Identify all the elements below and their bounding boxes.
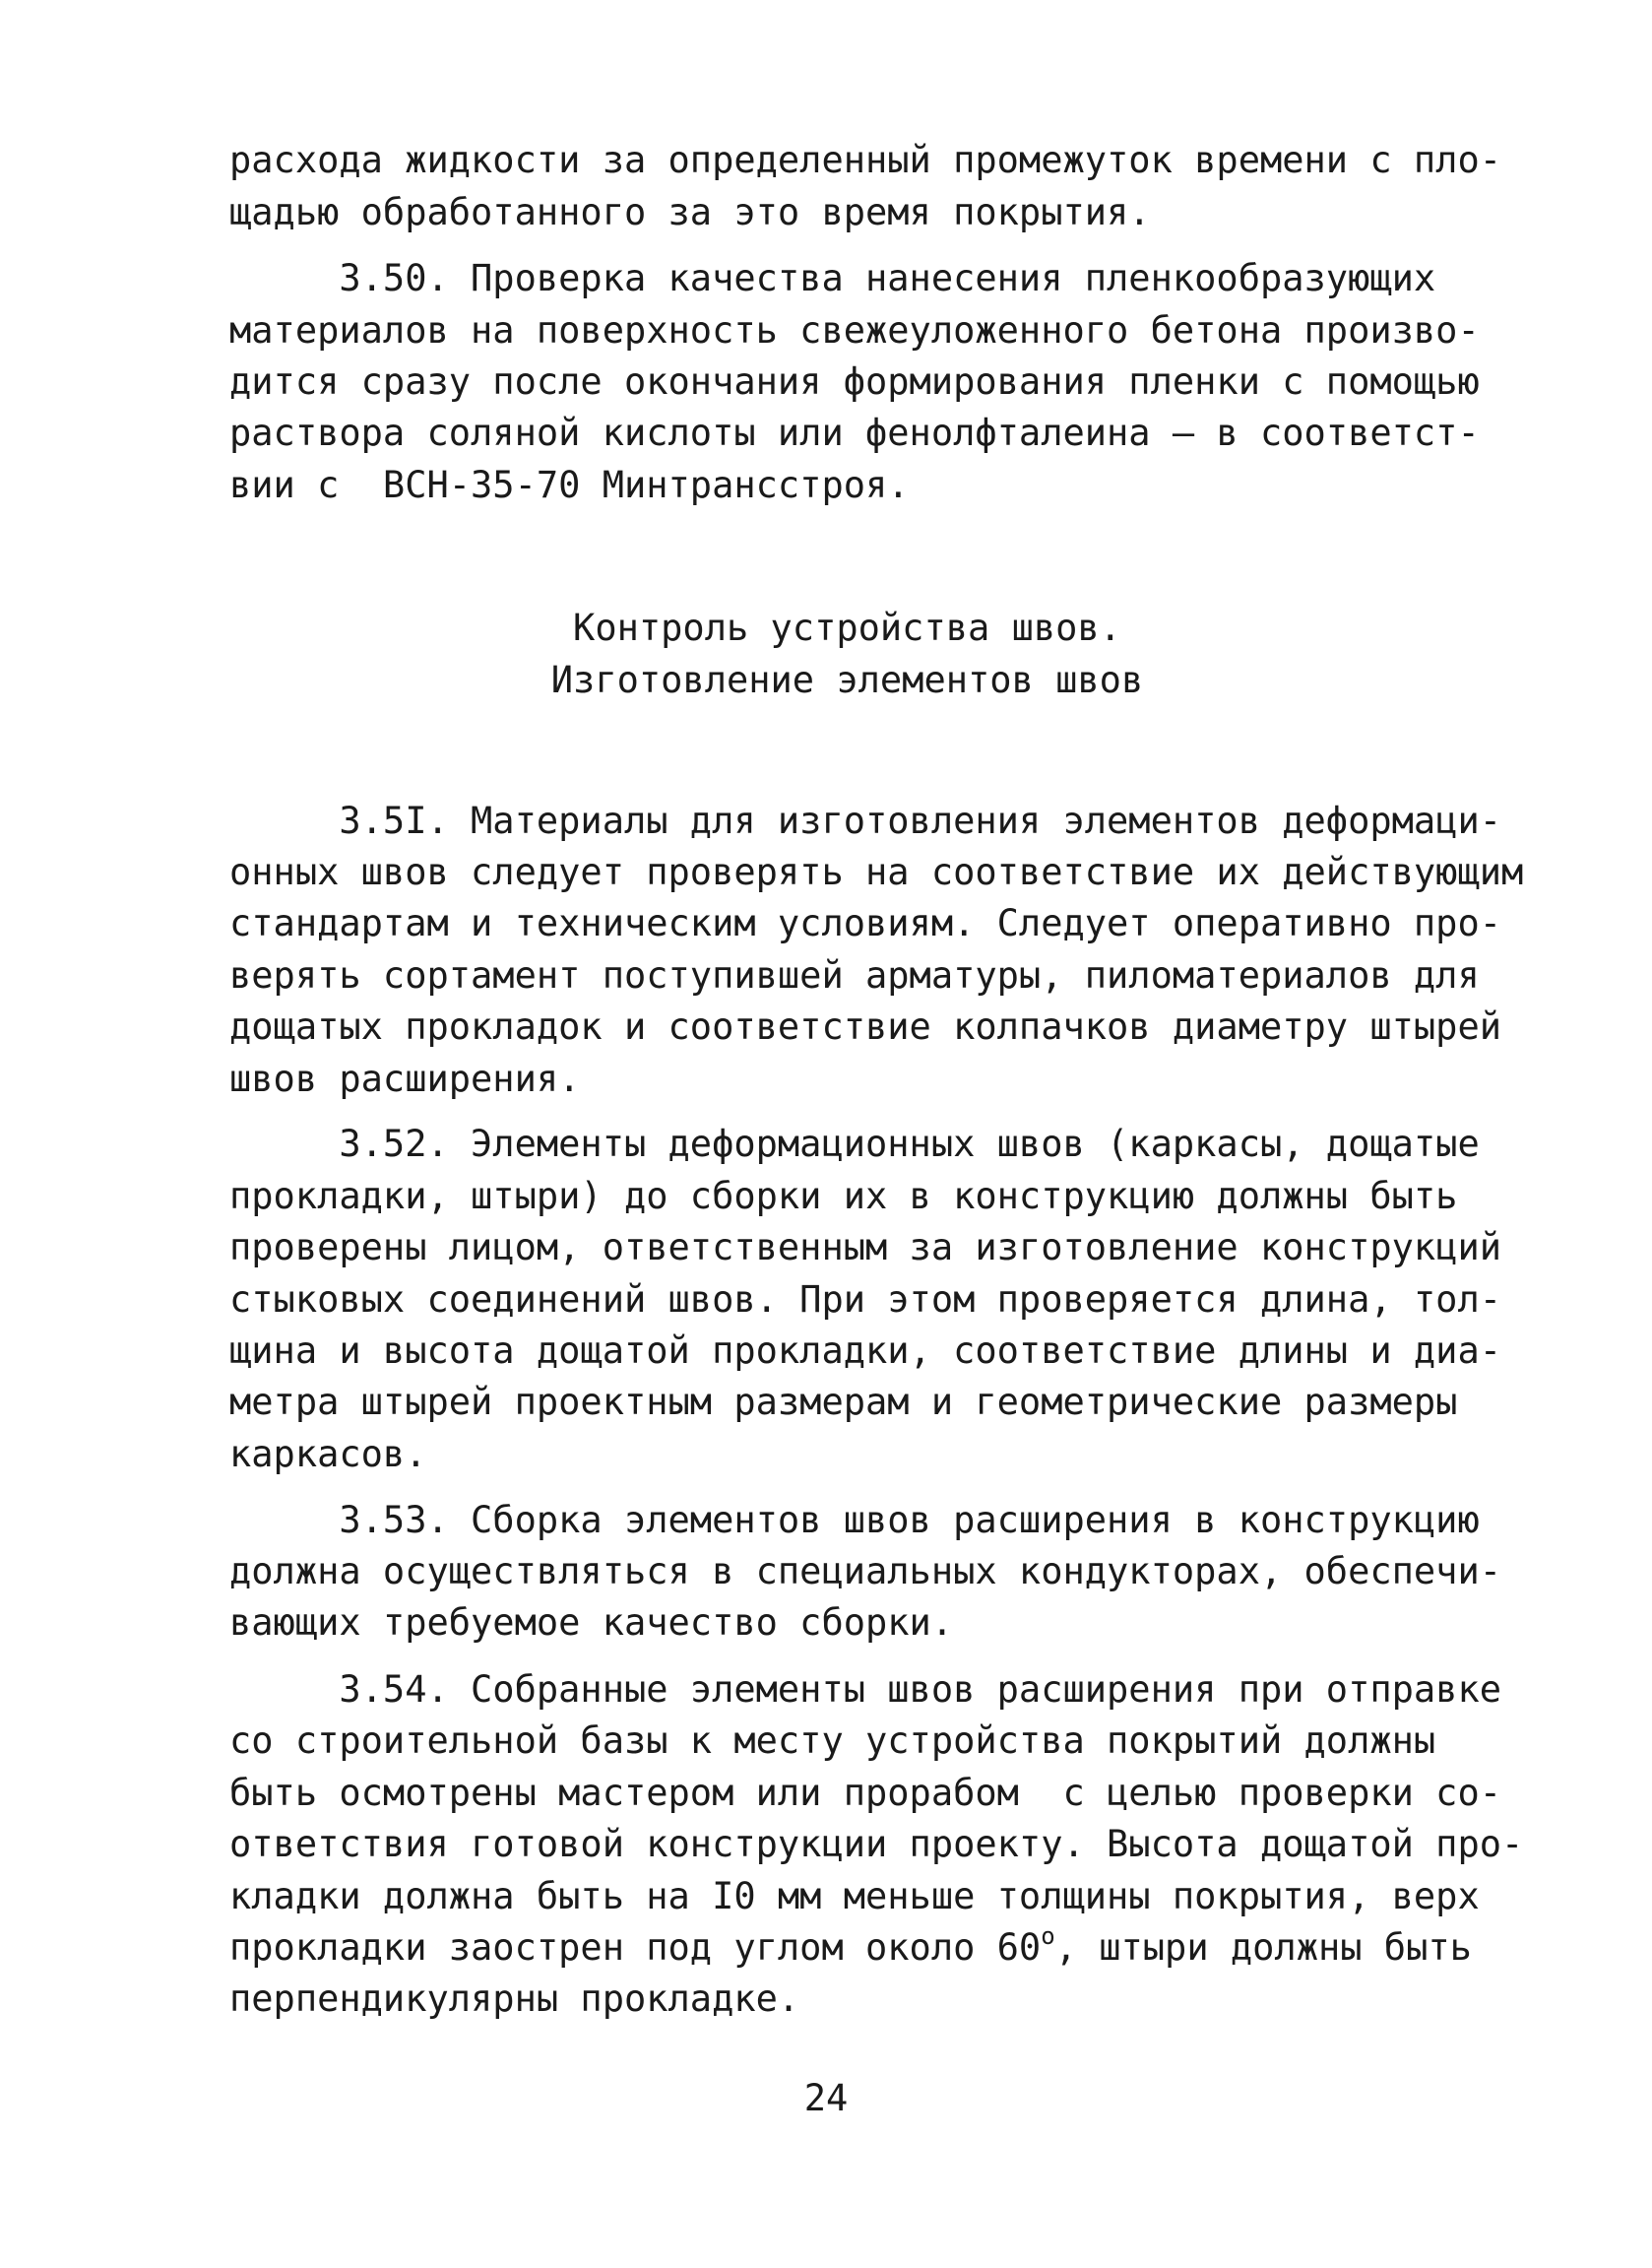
text-line: каркасов. bbox=[229, 1433, 427, 1475]
text-line: метра штырей проектным размерам и геометрические размеры bbox=[229, 1381, 1458, 1423]
text-line: расхода жидкости за определенный промежуток времени с пло- bbox=[229, 139, 1502, 181]
text-segment: прокладки заострен под углом около 60 bbox=[229, 1926, 1042, 1969]
text-line: 3.53. Сборка элементов швов расширения в конструкцию bbox=[229, 1499, 1480, 1541]
text-line: стандартам и техническим условиям. Следует оперативно про- bbox=[229, 902, 1502, 944]
text-line: перпендикулярны прокладке. bbox=[229, 1977, 800, 2020]
section-heading-line-2: Изготовление элементов швов bbox=[550, 659, 1144, 701]
text-line: быть осмотрены мастером или прорабом с целью проверки со- bbox=[229, 1772, 1502, 1814]
text-line: со строительной базы к месту устройства покрытий должны bbox=[229, 1719, 1436, 1762]
text-line: дится сразу после окончания формирования пленки с помощью bbox=[229, 360, 1480, 403]
text-line: 3.52. Элементы деформационных швов (каркасы, дощатые bbox=[229, 1123, 1480, 1165]
text-line: проверены лицом, ответственным за изготовление конструкций bbox=[229, 1226, 1502, 1268]
text-line: вающих требуемое качество сборки. bbox=[229, 1601, 954, 1644]
degree-superscript: о bbox=[1041, 1922, 1055, 1950]
text-line: вии с ВСН-35-70 Минтрансстроя. bbox=[229, 464, 910, 506]
text-line: должна осуществляться в специальных кондукторах, обеспечи- bbox=[229, 1550, 1502, 1592]
text-line: онных швов следует проверять на соответствие их действующим bbox=[229, 851, 1524, 893]
text-line: щадью обработанного за это время покрытия. bbox=[229, 191, 1151, 233]
text-line: материалов на поверхность свежеуложенного бетона произво- bbox=[229, 309, 1480, 352]
text-line: стыковых соединений швов. При этом проверяется длина, тол- bbox=[229, 1278, 1502, 1321]
text-line: щина и высота дощатой прокладки, соответствие длины и диа- bbox=[229, 1329, 1502, 1372]
text-line: дощатых прокладок и соответствие колпачков диаметру штырей bbox=[229, 1005, 1502, 1048]
text-segment: , штыри должны быть bbox=[1054, 1926, 1472, 1969]
text-line: верять сортамент поступившей арматуры, пиломатериалов для bbox=[229, 954, 1480, 997]
page-number: 24 bbox=[803, 2077, 849, 2119]
text-line: 3.50. Проверка качества нанесения пленкообразующих bbox=[229, 257, 1436, 299]
text-line: раствора соляной кислоты или фенолфталеина – в соответст- bbox=[229, 412, 1480, 454]
text-line: прокладки, штыри) до сборки их в конструкцию должны быть bbox=[229, 1175, 1458, 1217]
text-line: 3.5I. Материалы для изготовления элементов деформаци- bbox=[229, 800, 1502, 842]
text-line: кладки должна быть на I0 мм меньше толщины покрытия, верх bbox=[229, 1875, 1480, 1917]
section-heading-line-1: Контроль устройства швов. bbox=[573, 607, 1121, 649]
text-line: ответствия готовой конструкции проекту. Высота дощатой про- bbox=[229, 1823, 1524, 1865]
text-line: 3.54. Собранные элементы швов расширения при отправке bbox=[229, 1668, 1502, 1711]
text-line: швов расширения. bbox=[229, 1058, 581, 1100]
text-line-with-superscript bbox=[229, 1922, 1472, 1978]
